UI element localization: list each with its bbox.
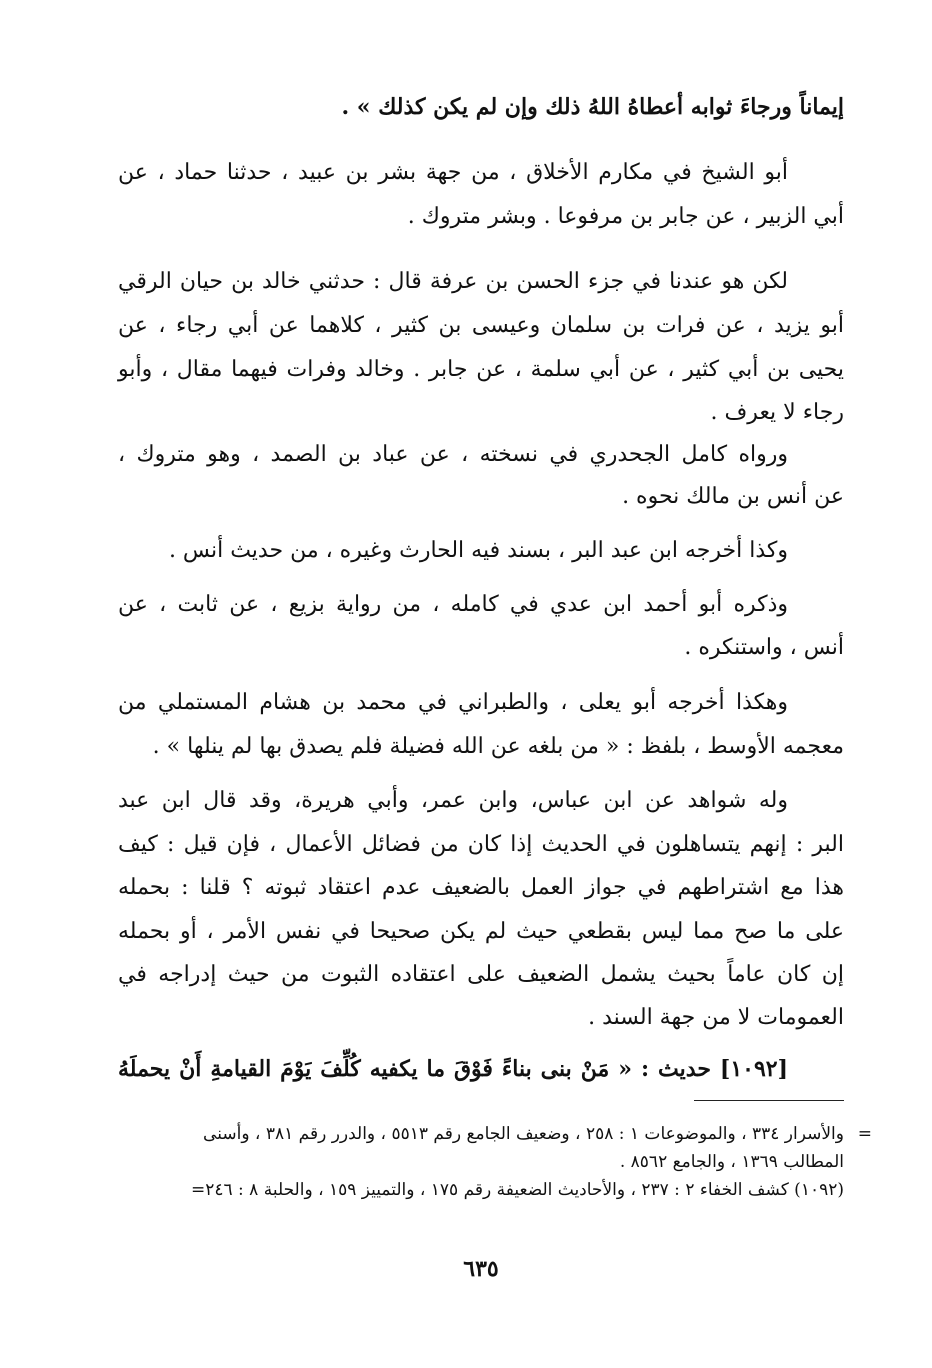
text-line: العمومات لا من جهة السند . xyxy=(588,1005,844,1030)
text-line: ورواه كامل الجحدري في نسخته ، عن عباد بن الصمد ، وهو متروك ، xyxy=(118,442,788,467)
text-line: رجاء لا يعرف . xyxy=(710,400,844,425)
footnote-line-1092: (١٠٩٢) كشف الخفاء ٢ : ٢٣٧ ، والأحاديث الضعيفة رقم ١٧٥ ، والتمييز ١٥٩ ، والحلبة ٨ : ٢٤٦= xyxy=(190,1180,844,1200)
text-line: أبو يزيد ، عن فرات بن سلمان وعيسى بن كثير ، كلاهما عن أبي رجاء ، عن xyxy=(118,313,844,338)
text-line: يحيى بن أبي كثير ، عن أبي سلمة ، عن جابر . وخالد وفرات فيهما مقال ، وأبو xyxy=(118,357,844,382)
text-line: إن كان عاماً بحيث يشمل الضعيف على اعتقاده الثبوت من حيث إدراجه في xyxy=(118,962,844,987)
text-line: هذا مع اشتراطهم في جواز العمل بالضعيف عدم اعتقاد ثبوته ؟ قلنا : بحمله xyxy=(118,875,844,900)
text-line: لكن هو عندنا في جزء الحسن بن عرفة قال : حدثني خالد بن حيان الرقي xyxy=(118,269,788,294)
text-line: البر : إنهم يتساهلون في الحديث إذا كان من فضائل الأعمال ، فإن قيل : كيف xyxy=(118,832,844,857)
book-page xyxy=(118,92,872,1332)
text-line: وله شواهد عن ابن عباس، وابن عمر، وأبي هريرة، وقد قال ابن عبد xyxy=(118,788,788,813)
text-line: على ما صح مما ليس بقطعي حيث لم يكن صحيحا في نفس الأمر ، أو بحمله xyxy=(118,919,844,944)
text-line: أنس ، واستنكره . xyxy=(684,635,844,660)
footnote-continuation-mark: = xyxy=(857,1124,872,1144)
text-line: أبو الشيخ في مكارم الأخلاق ، من جهة بشر بن عبيد ، حدثنا حماد ، عن xyxy=(118,160,788,185)
text-line: وهكذا أخرجه أبو يعلى ، والطبراني في محمد بن هشام المستملي من xyxy=(118,690,788,715)
page-number: ٦٣٥ xyxy=(463,1256,499,1282)
footnote-separator xyxy=(694,1100,844,1101)
text-line: معجمه الأوسط ، بلفظ : « من بلغه عن الله فضيلة فلم يصدق بها لم ينلها » . xyxy=(152,734,844,759)
footnote-line: المطالب ١٣٦٩ ، والجامع ٨٥٦٢ . xyxy=(619,1152,844,1172)
text-line: أبي الزبير ، عن جابر بن مرفوعا . وبشر متروك . xyxy=(407,204,844,229)
text-line: وذكره أبو أحمد ابن عدي في كامله ، من رواية بزيع ، عن ثابت ، عن xyxy=(118,592,788,617)
hadith-heading-1092: [١٠٩٢] حديث : « مَنْ بنى بناءً فَوْقَ ما يكفيه كُلِّفَ يَوْمَ القيامةِ أَنْ يحملَهُ xyxy=(118,1056,788,1082)
text-line-hadith-ending: إيماناً ورجاءَ ثوابه أعطاهُ اللهُ ذلك وإن لم يكن كذلك » . xyxy=(341,94,844,120)
footnote-line: والأسرار ٣٣٤ ، والموضوعات ١ : ٢٥٨ ، وضعيف الجامع رقم ٥٥١٣ ، والدرر رقم ٣٨١ ، وأسنى xyxy=(203,1124,844,1144)
text-line: عن أنس بن مالك نحوه . xyxy=(622,484,844,509)
text-line: وكذا أخرجه ابن عبد البر ، بسند فيه الحارث وغيره ، من حديث أنس . xyxy=(168,538,788,563)
